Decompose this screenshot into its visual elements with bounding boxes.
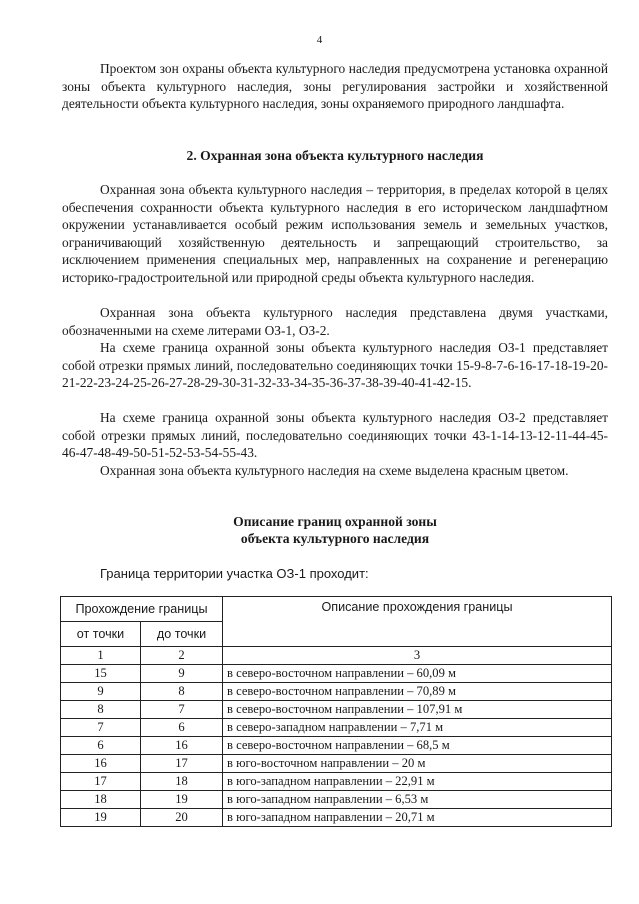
to-point: 9 <box>141 665 223 683</box>
segment-description: в северо-восточном направлении – 68,5 м <box>223 737 612 755</box>
boundary-table <box>60 596 612 827</box>
oz2-paragraph: На схеме граница охранной зоны объекта культурного наследия ОЗ-2 представляет собой отрезки прямых линий, последовательно соединяющих точки 43-1-14-13-12-11-44-45-46-47-48-49-50-51-52-53-54-55-43. <box>62 410 608 461</box>
from-point: 6 <box>61 737 141 755</box>
segment-description: в юго-западном направлении – 22,91 м <box>223 773 612 791</box>
segment-description: в юго-восточном направлении – 20 м <box>223 755 612 773</box>
to-point: 16 <box>141 737 223 755</box>
segment-description: в юго-западном направлении – 6,53 м <box>223 791 612 809</box>
to-point: 20 <box>141 809 223 827</box>
table-row <box>61 773 612 791</box>
segment-description: в юго-западном направлении – 20,71 м <box>223 809 612 827</box>
to-point: 6 <box>141 719 223 737</box>
from-point: 16 <box>61 755 141 773</box>
header-description: Описание прохождения границы <box>223 597 612 647</box>
from-point: 9 <box>61 683 141 701</box>
intro-paragraph: Проектом зон охраны объекта культурного наследия предусмотрена установка охранной зоны объекта культурного наследия, зоны регулирования застройки и хозяйственной деятельности объекта культурного наследия, зоны охраняемого природного ландшафта. <box>62 61 608 112</box>
section-title: 2. Охранная зона объекта культурного наследия <box>186 148 484 163</box>
to-point: 18 <box>141 773 223 791</box>
segment-description: в северо-восточном направлении – 70,89 м <box>223 683 612 701</box>
table-column-number-row <box>61 647 612 665</box>
to-point: 19 <box>141 791 223 809</box>
from-point: 7 <box>61 719 141 737</box>
table-row <box>61 755 612 773</box>
column-number: 1 <box>61 647 141 665</box>
from-point: 19 <box>61 809 141 827</box>
table-row <box>61 791 612 809</box>
description-title-line2: объекта культурного наследия <box>240 531 430 546</box>
to-point: 8 <box>141 683 223 701</box>
table-header-row <box>61 597 612 622</box>
header-passage: Прохождение границы <box>61 597 223 622</box>
table-row <box>61 701 612 719</box>
from-point: 18 <box>61 791 141 809</box>
header-to: до точки <box>141 622 223 647</box>
to-point: 17 <box>141 755 223 773</box>
table-row <box>61 737 612 755</box>
header-from: от точки <box>61 622 141 647</box>
plots-paragraph: Охранная зона объекта культурного наследия представлена двумя участками, обозначенными на схеме литерами ОЗ-1, ОЗ-2. <box>62 305 608 338</box>
table-row <box>61 665 612 683</box>
oz1-paragraph: На схеме граница охранной зоны объекта культурного наследия ОЗ-1 представляет собой отрезки прямых линий, последовательно соединяющих точки 15-9-8-7-6-16-17-18-19-20-21-22-23-24-25-26-27-28-29-30-31-32-33-34-35-36-37-38-39-40-41-42-15. <box>62 340 608 391</box>
from-point: 8 <box>61 701 141 719</box>
to-point: 7 <box>141 701 223 719</box>
column-number: 2 <box>141 647 223 665</box>
from-point: 17 <box>61 773 141 791</box>
from-point: 15 <box>61 665 141 683</box>
segment-description: в северо-восточном направлении – 107,91 м <box>223 701 612 719</box>
description-title-line1: Описание границ охранной зоны <box>233 514 437 529</box>
page-number: 4 <box>316 34 323 46</box>
table-row <box>61 719 612 737</box>
color-note-paragraph: Охранная зона объекта культурного наследия на схеме выделена красным цветом. <box>100 463 569 478</box>
column-number: 3 <box>223 647 612 665</box>
table-row <box>61 809 612 827</box>
segment-description: в северо-западном направлении – 7,71 м <box>223 719 612 737</box>
definition-paragraph: Охранная зона объекта культурного наследия – территория, в пределах которой в целях обеспечения сохранности объекта культурного наследия в его историческом ландшафтном окружении устанавливается особый режим использования земель и земельных участков, ограничивающий хозяйственную деятельность и запрещающий строительство, за исключением применения специальных мер, направленных на сохранение и регенерацию историко-градостроительной или природной среды объекта культурного наследия. <box>62 182 608 285</box>
table-row <box>61 683 612 701</box>
table-intro: Граница территории участка ОЗ-1 проходит: <box>100 566 369 581</box>
segment-description: в северо-восточном направлении – 60,09 м <box>223 665 612 683</box>
